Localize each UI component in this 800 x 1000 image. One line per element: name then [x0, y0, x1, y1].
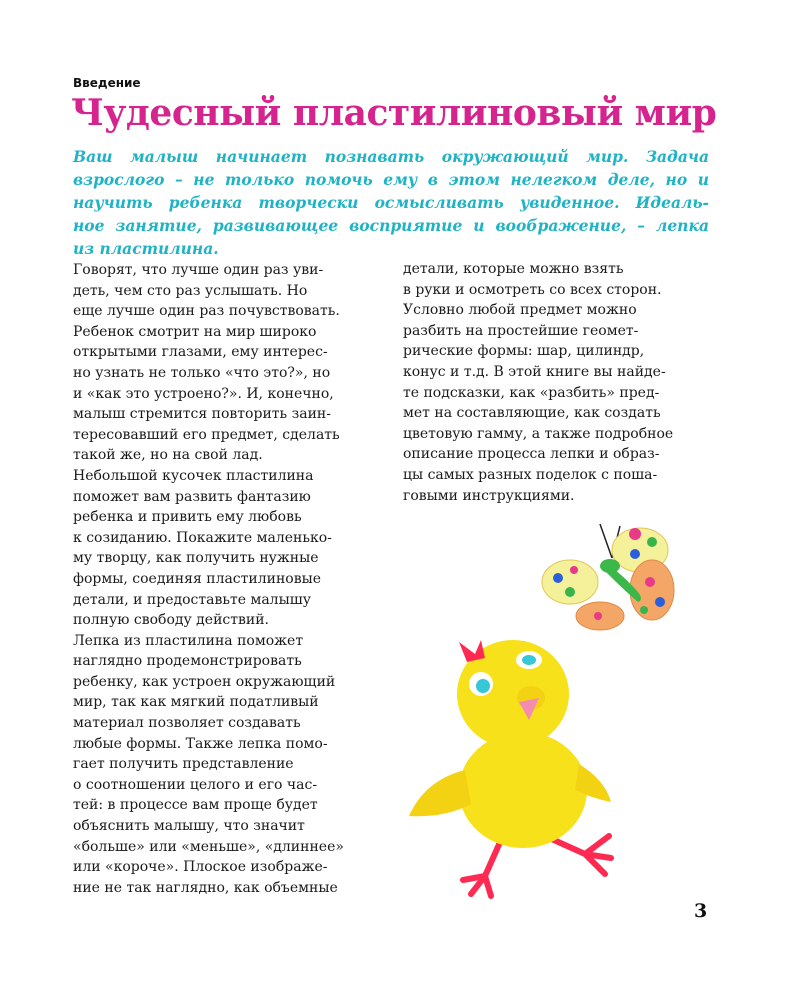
- body-line: мир, так как мягкий податливый: [73, 694, 319, 711]
- body-line: гает получить представление: [73, 756, 294, 773]
- body-line: цветовую гамму, а также подробное: [403, 425, 674, 442]
- lead-line: Ваш малыш начинает познавать окружающий мир. Задача: [73, 147, 709, 166]
- section-label: Введение: [73, 76, 141, 90]
- body-line: Говорят, что лучше один раз уви-: [73, 262, 324, 278]
- body-line: говыми инструкциями.: [403, 487, 575, 504]
- lead-line: ное занятие, развивающее восприятие и воображение, – лепка: [73, 216, 709, 235]
- body-line: и «как это устроено?». И, конечно,: [73, 385, 334, 402]
- body-line: такой же, но на свой лад.: [73, 447, 263, 464]
- body-line: тересовавший его предмет, сделать: [73, 426, 340, 443]
- body-line: к созиданию. Покажите маленько-: [73, 529, 332, 546]
- body-column-right: [403, 259, 713, 506]
- body-line: формы, соединяя пластилиновые: [73, 570, 322, 587]
- body-line: малыш стремится повторить заин-: [73, 406, 331, 423]
- body-line: Условно любой предмет можно: [403, 302, 637, 319]
- body-line: материал позволяет создавать: [73, 715, 301, 732]
- body-line: или «короче». Плоское изображе-: [73, 859, 328, 876]
- lead-line: научить ребенка творчески осмысливать увиденное. Идеаль-: [73, 193, 709, 212]
- lead-paragraph: [73, 145, 709, 260]
- body-line: рические формы: шар, цилиндр,: [403, 343, 645, 360]
- page-title: Чудесный пластилиновый мир: [71, 92, 717, 134]
- body-line: «больше» или «меньше», «длиннее»: [73, 838, 344, 855]
- body-line: наглядно продемонстрировать: [73, 653, 302, 670]
- body-line: тей: в процессе вам проще будет: [73, 797, 318, 814]
- lead-line: взрослого – не только помочь ему в этом нелегком деле, но и: [73, 170, 709, 189]
- butterfly-illustration: [540, 512, 680, 632]
- body-line: разбить на простейшие геомет-: [403, 322, 639, 339]
- chick-illustration: [405, 640, 630, 900]
- body-line: полную свободу действий.: [73, 612, 269, 629]
- body-line: описание процесса лепки и образ-: [403, 446, 660, 463]
- body-line: о соотношении целого и его час-: [73, 776, 318, 793]
- body-line: Небольшой кусочек пластилина: [73, 467, 314, 484]
- body-line: в руки и осмотреть со всех сторон.: [403, 281, 662, 298]
- body-line: ние не так наглядно, как объемные: [73, 879, 338, 896]
- body-line: му творцу, как получить нужные: [73, 550, 319, 567]
- body-line: деть, чем сто раз услышать. Но: [73, 282, 308, 299]
- body-line: ребенка и привить ему любовь: [73, 509, 302, 526]
- body-line: объяснить малышу, что значит: [73, 818, 305, 835]
- body-line: поможет вам развить фантазию: [73, 488, 311, 505]
- body-line: те подсказки, как «разбить» пред-: [403, 384, 660, 401]
- body-line: открытыми глазами, ему интерес-: [73, 344, 328, 361]
- body-line: Лепка из пластилина поможет: [73, 632, 304, 649]
- lead-line: из пластилина.: [73, 239, 219, 258]
- body-line: Ребенок смотрит на мир широко: [73, 323, 317, 340]
- page-number: 3: [694, 900, 708, 922]
- body-column-left: [73, 260, 378, 898]
- body-line: еще лучше один раз почувствовать.: [73, 303, 340, 320]
- body-line: цы самых разных поделок с поша-: [403, 466, 658, 483]
- body-line: но узнать не только «что это?», но: [73, 364, 331, 381]
- body-line: детали, которые можно взять: [403, 261, 624, 277]
- body-line: любые формы. Также лепка помо-: [73, 735, 328, 752]
- body-line: конус и т.д. В этой книге вы найде-: [403, 363, 666, 380]
- body-line: детали, и предоставьте малышу: [73, 591, 311, 608]
- body-line: мет на составляющие, как создать: [403, 405, 661, 422]
- body-line: ребенку, как устроен окружающий: [73, 673, 336, 690]
